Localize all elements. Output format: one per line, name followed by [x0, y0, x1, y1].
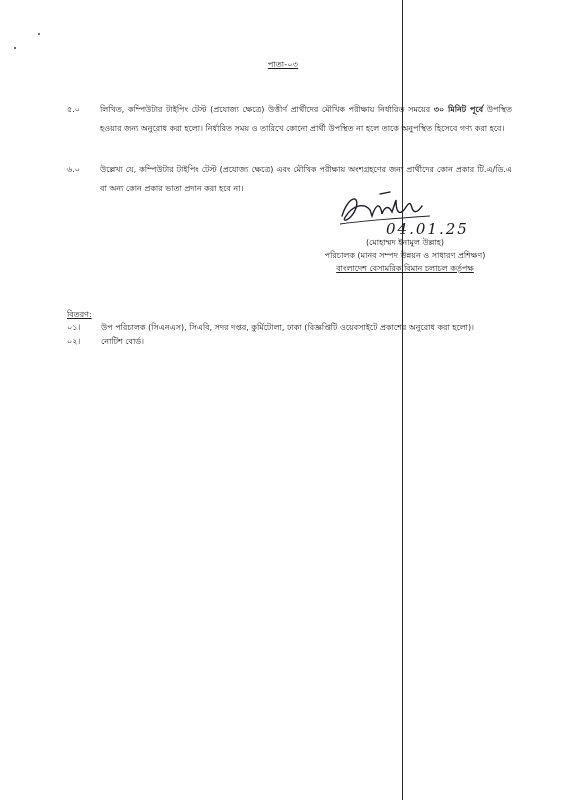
paragraph-number: ৫.০ — [67, 105, 80, 114]
distribution-item — [67, 336, 144, 348]
distribution-item-text: নোটিশ বোর্ড। — [101, 337, 145, 346]
paragraph-text: লিখিত, কম্পিউটার টাইপিং টেস্ট (প্রযোজ্য ক্ষেত্রে) উত্তীর্ণ প্রার্থীদের মৌখিক পরীক্ষায় নির্ধারিত সময়ের ৩০ মিনিট পূর্বে উপস্থিত হওয়ার জন্য অনুরোধ করা হলো। নির্ধারিত সময় ও তারিখে কোনো প্রার্থী উপস্থিত না হলে তাকে অনুপস্থিত হিসেবে গণ্য করা হবে। — [100, 105, 512, 133]
paragraph-text: উল্লেখ্য যে, কম্পিউটার টাইপিং টেস্ট (প্রযোজ্য ক্ষেত্রে) এবং মৌখিক পরীক্ষায় অংশগ্রহণের জন্য প্রার্থীদের কোন প্রকার টি.এ/ডি.এ বা অন্য কোন প্রকার ভাতা প্রদান করা হবে না। — [100, 165, 512, 193]
signatory-name: (মোহাম্মদ ইনামুল উল্লাহ) — [365, 238, 445, 247]
distribution-item — [67, 322, 474, 334]
page-number: পাতা-০৩ — [267, 60, 299, 69]
bold-time: ৩০ মিনিট পূর্বে — [433, 105, 484, 114]
paragraph-5 — [67, 100, 512, 138]
distribution-item-number: ০২। — [67, 337, 81, 346]
distribution-item-text: উপ পরিচালক (সিএনএস), সিএবি, সদর দপ্তর, কুর্মিটোলা, ঢাকা (বিজ্ঞপ্তিটি ওয়েবসাইটে প্রকাশের অনুরোধ করা হলো)। — [101, 323, 474, 332]
signature-date: 04.01.25 — [386, 220, 469, 238]
signatory-block — [290, 236, 520, 275]
signatory-designation: পরিচালক (মানব সম্পদ উন্নয়ন ও সাধারণ প্রশিক্ষণ) — [324, 251, 486, 260]
scan-speck — [14, 47, 16, 49]
distribution-item-number: ০১। — [67, 323, 81, 332]
distribution-title: বিতরণ: — [67, 310, 92, 319]
scan-speck — [38, 33, 40, 35]
paragraph-number: ৬.০ — [67, 165, 80, 174]
signatory-organization: বাংলাদেশ বেসামরিক বিমান চলাচল কর্তৃপক্ষ — [336, 264, 474, 273]
